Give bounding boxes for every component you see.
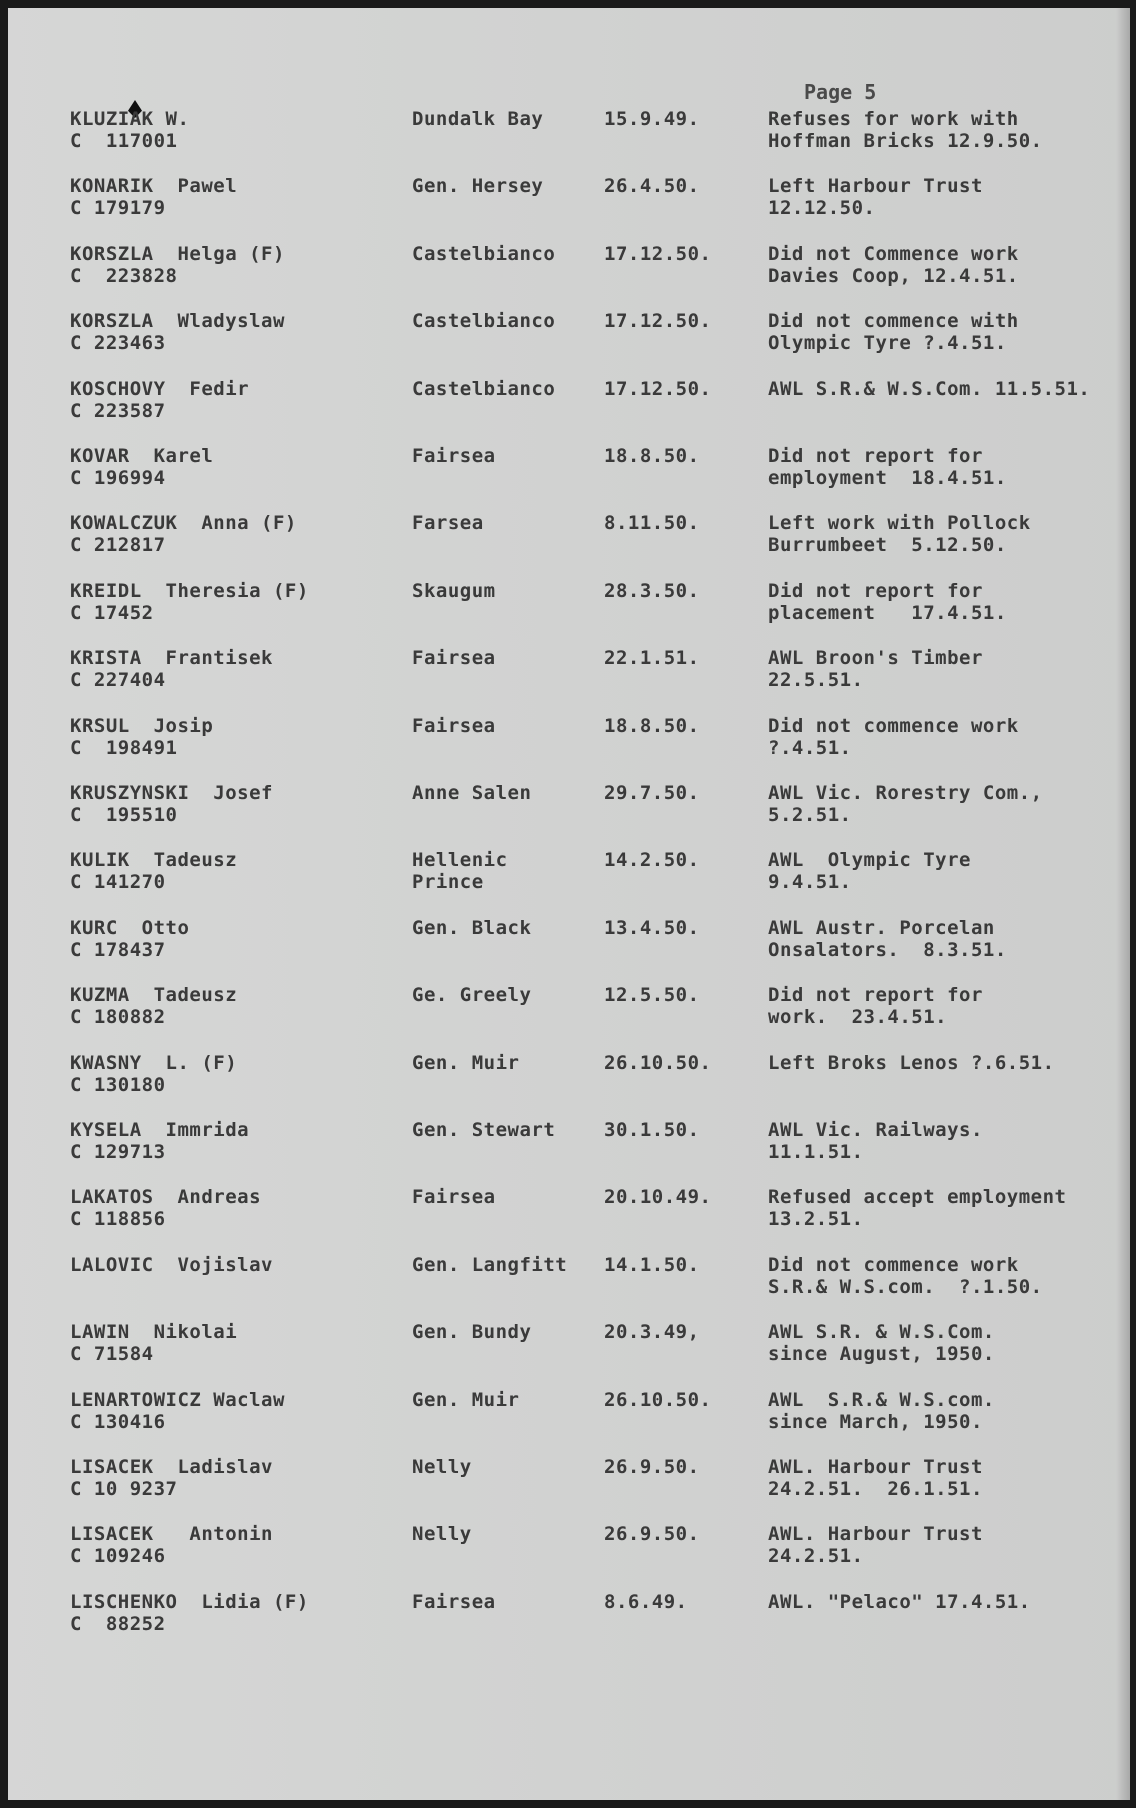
person-id: C 109246 [70,1545,166,1568]
ship-name: Dundalk Bay [412,108,544,130]
arrival-date: 26.9.50. [604,1456,700,1478]
note-line-1: Did not report for [768,445,983,467]
note-line-1: Refused accept employment [768,1186,1067,1209]
date-cell [604,1052,764,1074]
person-cell [70,715,410,759]
arrival-date: 12.5.50. [604,984,700,1007]
note-cell [768,1119,1128,1163]
person-name: KRSUL Josip [70,714,214,737]
note-line-1: Did not commence with [768,310,1019,333]
person-id: C 118856 [70,1208,166,1231]
ship-name-cont: Prince [412,871,484,894]
person-id: C 212817 [70,534,166,557]
list-item [8,512,1130,574]
page-number: Page 5 [804,80,877,104]
date-cell [604,175,764,197]
note-cell [768,917,1128,961]
note-cell [768,310,1128,354]
list-item [8,1523,1130,1585]
date-cell [604,849,764,871]
note-line-1: AWL Vic. Railways. [768,1119,983,1141]
note-line-2: since March, 1950. [768,1410,983,1433]
list-item [8,1186,1130,1248]
ship-name: Fairsea [412,1186,496,1209]
note-line-1: AWL. Harbour Trust [768,1456,983,1478]
note-line-2: 24.2.51. [768,1545,864,1568]
note-line-2: ?.4.51. [768,736,852,759]
note-cell [768,849,1128,893]
arrival-date: 8.6.49. [604,1590,688,1613]
person-id: C 223828 [70,264,178,287]
note-line-2: Olympic Tyre ?.4.51. [768,332,1007,355]
date-cell [604,1321,764,1343]
person-name: LALOVIC Vojislav [70,1253,273,1276]
note-line-2: 24.2.51. 26.1.51. [768,1478,983,1500]
arrival-date: 15.9.49. [604,108,700,130]
date-cell [604,782,764,804]
note-cell [768,715,1128,759]
note-line-2: 12.12.50. [768,197,876,220]
date-cell [604,378,764,400]
list-item [8,647,1130,709]
ship-name: Fairsea [412,445,496,467]
ship-cell [412,1254,602,1276]
note-line-2: 5.2.51. [768,804,852,826]
ship-cell [412,782,602,804]
person-id: C 17452 [70,601,154,624]
arrival-date: 13.4.50. [604,916,700,939]
person-name: KWASNY L. (F) [70,1051,238,1074]
ship-name: Gen. Hersey [412,175,544,198]
person-name: LENARTOWICZ Waclaw [70,1388,285,1411]
arrival-date: 17.12.50. [604,242,712,265]
person-id: C 141270 [70,871,166,894]
note-cell [768,1389,1128,1433]
person-id: C 71584 [70,1343,154,1366]
ship-name: Ge. Greely [412,984,532,1007]
note-cell [768,1052,1128,1074]
person-name: KREIDL Theresia (F) [70,579,309,602]
person-cell [70,849,410,893]
list-item [8,1456,1130,1518]
note-line-2: 22.5.51. [768,669,864,692]
note-line-2: Onsalators. 8.3.51. [768,938,1007,961]
ship-cell [412,1186,602,1208]
note-line-1: Did not Commence work [768,242,1019,265]
ship-cell [412,580,602,602]
ship-name: Gen. Bundy [412,1321,532,1344]
arrival-date: 17.12.50. [604,377,712,400]
date-cell [604,715,764,737]
person-cell [70,1052,410,1096]
ship-name: Gen. Black [412,916,532,939]
list-item [8,1119,1130,1181]
person-id: C 195510 [70,804,178,826]
person-cell [70,445,410,489]
arrival-date: 26.10.50. [604,1051,712,1074]
note-cell [768,108,1128,152]
person-cell [70,378,410,422]
person-id: C 117001 [70,130,178,152]
person-name: KULIK Tadeusz [70,849,238,872]
ship-name: Castelbianco [412,377,556,400]
person-id: C 223463 [70,332,166,355]
date-cell [604,1119,764,1141]
person-id: C 179179 [70,197,166,220]
person-id: C 180882 [70,1006,166,1029]
note-line-1: AWL Olympic Tyre [768,849,971,872]
person-cell [70,1389,410,1433]
person-cell [70,984,410,1028]
person-name: KOWALCZUK Anna (F) [70,512,297,535]
ship-cell [412,715,602,737]
person-cell [70,1119,410,1163]
person-cell [70,1523,410,1567]
ship-cell [412,378,602,400]
ship-cell [412,1523,602,1545]
list-item [8,1591,1130,1653]
note-cell [768,378,1128,400]
list-item [8,580,1130,642]
date-cell [604,1456,764,1478]
list-item [8,984,1130,1046]
note-cell [768,1591,1128,1613]
date-cell [604,243,764,265]
person-name: LISCHENKO Lidia (F) [70,1590,309,1613]
ship-cell [412,445,602,467]
ship-name: Gen. Langfitt [412,1253,568,1276]
list-item [8,917,1130,979]
ship-cell [412,108,602,130]
ship-name: Castelbianco [412,242,556,265]
person-cell [70,310,410,354]
note-cell [768,782,1128,826]
date-cell [604,917,764,939]
list-item [8,175,1130,237]
person-cell [70,108,410,152]
person-cell [70,647,410,691]
ship-name: Nelly [412,1523,472,1546]
ship-name: Nelly [412,1456,472,1478]
date-cell [604,1591,764,1613]
person-id: C 196994 [70,467,166,489]
note-line-1: Left Harbour Trust [768,175,983,198]
note-cell [768,1186,1128,1230]
note-cell [768,1523,1128,1567]
person-id: C 10 9237 [70,1478,178,1500]
note-line-1: Left work with Pollock [768,512,1031,535]
note-line-1: AWL Vic. Rorestry Com., [768,782,1043,804]
list-item [8,243,1130,305]
ship-cell [412,647,602,669]
list-item [8,108,1130,170]
person-name: KOSCHOVY Fedir [70,377,250,400]
ship-cell [412,849,602,893]
date-cell [604,984,764,1006]
person-name: LAWIN Nikolai [70,1321,238,1344]
date-cell [604,1389,764,1411]
ship-cell [412,1321,602,1343]
list-item [8,715,1130,777]
list-item [8,310,1130,372]
note-line-2: Davies Coop, 12.4.51. [768,264,1019,287]
note-cell [768,984,1128,1028]
note-cell [768,1254,1128,1298]
person-id: C 130180 [70,1073,166,1096]
note-line-2: employment 18.4.51. [768,467,1007,489]
arrival-date: 8.11.50. [604,512,700,535]
note-line-2: S.R.& W.S.com. ?.1.50. [768,1275,1043,1298]
arrival-date: 28.3.50. [604,579,700,602]
ship-name: Farsea [412,512,484,535]
note-line-1: Did not commence work [768,1253,1019,1276]
note-line-2: Burrumbeet 5.12.50. [768,534,1007,557]
list-item [8,1389,1130,1451]
arrival-date: 22.1.51. [604,647,700,670]
person-id: C 178437 [70,938,166,961]
person-id: C 130416 [70,1410,166,1433]
person-cell [70,243,410,287]
note-line-2: work. 23.4.51. [768,1006,948,1029]
list-item [8,378,1130,440]
document-page [8,8,1130,1800]
date-cell [604,1186,764,1208]
arrival-date: 30.1.50. [604,1119,700,1141]
person-cell [70,917,410,961]
ship-name: Fairsea [412,714,496,737]
note-line-1: Did not report for [768,579,983,602]
person-name: LISACEK Antonin [70,1523,273,1546]
note-line-1: AWL Broon's Timber [768,647,983,670]
note-line-2: since August, 1950. [768,1343,995,1366]
person-cell [70,1591,410,1635]
note-line-2: 13.2.51. [768,1208,864,1231]
date-cell [604,445,764,467]
note-cell [768,445,1128,489]
date-cell [604,1523,764,1545]
person-name: KRUSZYNSKI Josef [70,782,273,804]
ship-name: Skaugum [412,579,496,602]
date-cell [604,647,764,669]
ship-cell [412,1119,602,1141]
date-cell [604,310,764,332]
person-name: KYSELA Immrida [70,1119,250,1141]
note-line-1: AWL S.R.& W.S.com. [768,1388,995,1411]
person-id: C 88252 [70,1612,166,1635]
ship-cell [412,984,602,1006]
ship-cell [412,175,602,197]
ship-cell [412,1389,602,1411]
note-line-1: AWL Austr. Porcelan [768,916,995,939]
arrival-date: 17.12.50. [604,310,712,333]
ship-cell [412,243,602,265]
person-id: C 129713 [70,1141,166,1163]
note-cell [768,647,1128,691]
ship-cell [412,917,602,939]
person-name: KOVAR Karel [70,445,214,467]
note-cell [768,1321,1128,1365]
person-cell [70,1254,410,1276]
note-line-1: AWL S.R. & W.S.Com. [768,1321,995,1344]
arrival-date: 14.2.50. [604,849,700,872]
note-line-1: AWL. Harbour Trust [768,1523,983,1546]
person-name: KORSZLA Helga (F) [70,242,285,265]
note-line-1: AWL S.R.& W.S.Com. 11.5.51. [768,377,1091,400]
arrival-date: 26.9.50. [604,1523,700,1546]
ship-name: Hellenic [412,849,508,872]
note-cell [768,243,1128,287]
ship-cell [412,1591,602,1613]
ship-name: Anne Salen [412,782,532,804]
person-name: KURC Otto [70,916,190,939]
ship-cell [412,512,602,534]
list-item [8,1321,1130,1383]
note-line-1: AWL. "Pelaco" 17.4.51. [768,1590,1031,1613]
ship-name: Gen. Muir [412,1051,520,1074]
person-cell [70,1186,410,1230]
ship-cell [412,1456,602,1478]
date-cell [604,108,764,130]
person-name: KONARIK Pawel [70,175,238,198]
note-cell [768,175,1128,219]
person-name: KORSZLA Wladyslaw [70,310,285,333]
list-item [8,849,1130,911]
person-cell [70,175,410,219]
person-name: KUZMA Tadeusz [70,984,238,1007]
person-name: KLUZIAK W. [70,108,190,130]
ship-cell [412,310,602,332]
ship-name: Castelbianco [412,310,556,333]
arrival-date: 20.3.49, [604,1321,700,1344]
note-line-2: placement 17.4.51. [768,601,1007,624]
person-cell [70,782,410,826]
arrival-date: 18.8.50. [604,445,700,467]
ship-name: Fairsea [412,1590,496,1613]
ship-name: Gen. Muir [412,1388,520,1411]
note-line-1: Refuses for work with [768,108,1019,130]
person-id: C 198491 [70,736,178,759]
list-item [8,1254,1130,1316]
person-name: KRISTA Frantisek [70,647,273,670]
arrival-date: 29.7.50. [604,782,700,804]
person-name: LAKATOS Andreas [70,1186,262,1209]
person-cell [70,1456,410,1500]
date-cell [604,1254,764,1276]
note-cell [768,512,1128,556]
list-item [8,445,1130,507]
arrival-date: 18.8.50. [604,714,700,737]
arrival-date: 14.1.50. [604,1253,700,1276]
list-item [8,1052,1130,1114]
ship-name: Gen. Stewart [412,1119,556,1141]
note-line-1: Did not report for [768,984,983,1007]
note-line-1: Left Broks Lenos ?.6.51. [768,1051,1055,1074]
note-cell [768,580,1128,624]
person-id: C 227404 [70,669,166,692]
note-line-2: 11.1.51. [768,1141,864,1163]
person-id: C 223587 [70,399,166,422]
note-line-1: Did not commence work [768,714,1019,737]
date-cell [604,580,764,602]
date-cell [604,512,764,534]
arrival-date: 26.10.50. [604,1388,712,1411]
note-line-2: 9.4.51. [768,871,852,894]
page-edge-shadow [1116,8,1130,1800]
arrival-date: 20.10.49. [604,1186,712,1209]
person-cell [70,512,410,556]
person-name: LISACEK Ladislav [70,1456,273,1478]
list-item [8,782,1130,844]
note-cell [768,1456,1128,1500]
person-cell [70,1321,410,1365]
person-cell [70,580,410,624]
arrival-date: 26.4.50. [604,175,700,198]
note-line-2: Hoffman Bricks 12.9.50. [768,130,1043,152]
ship-cell [412,1052,602,1074]
ship-name: Fairsea [412,647,496,670]
